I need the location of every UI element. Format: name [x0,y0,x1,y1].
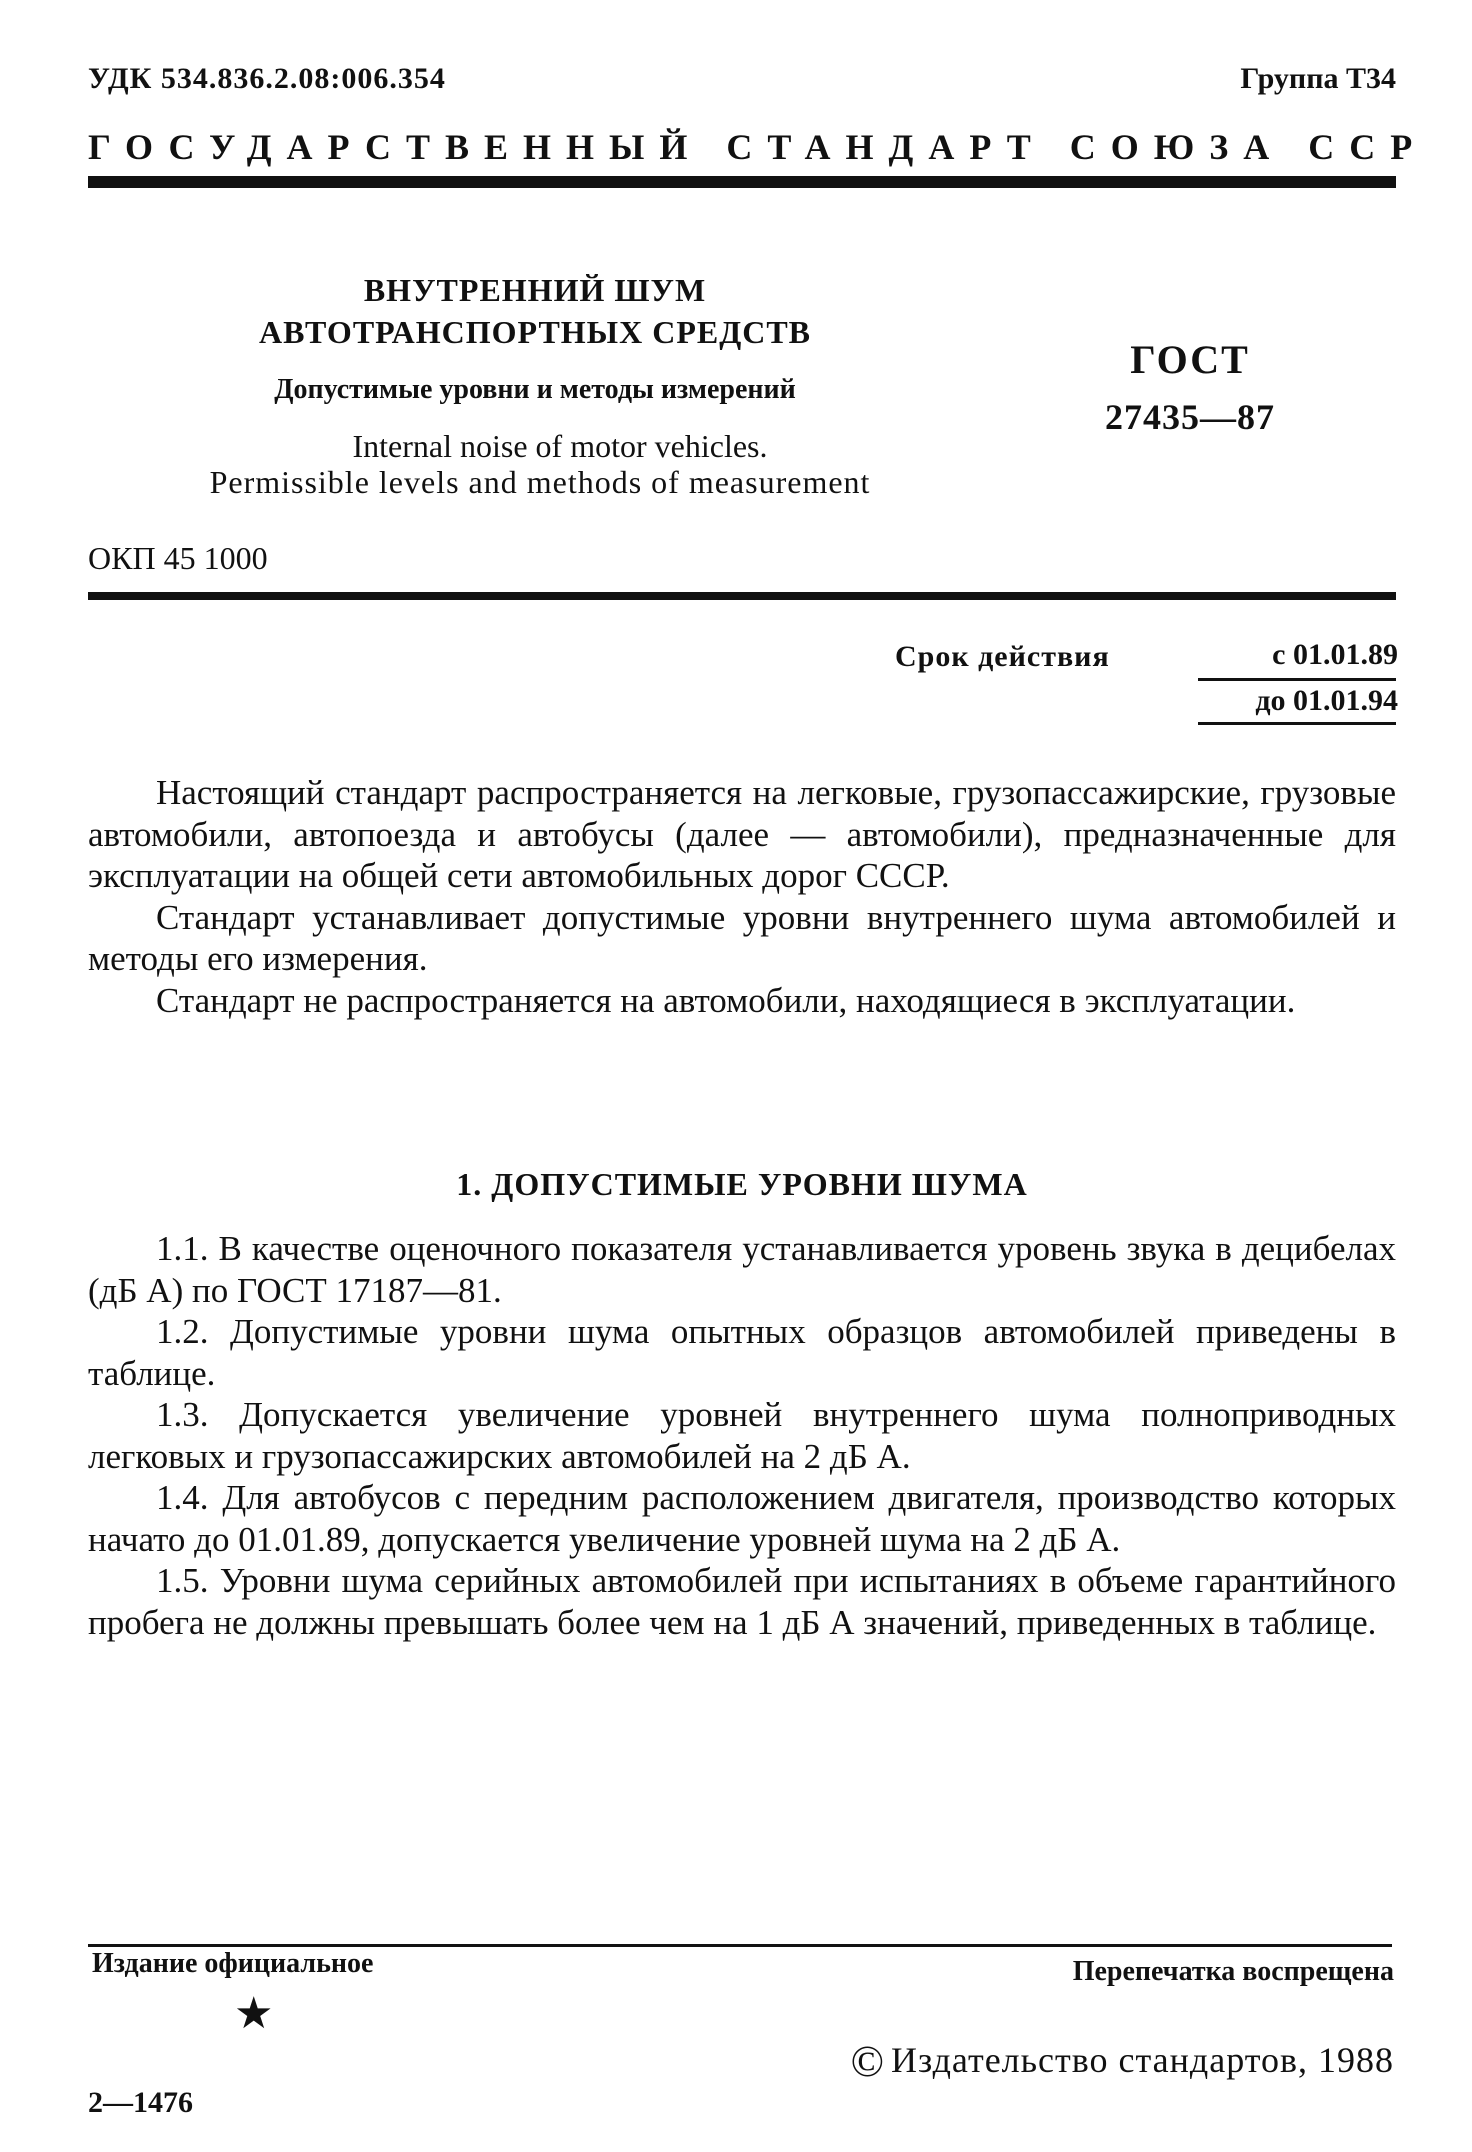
validity-from: с 01.01.89 [1272,638,1398,671]
intro-paragraph-3: Стандарт не распространяется на автомобили, находящиеся в эксплуатации. [156,980,1296,1020]
validity-label: Срок действия [895,640,1110,673]
intro-text [88,772,1396,1021]
subtitle: Допустимые уровни и методы измерений [274,374,796,405]
clause-1-3: 1.3. Допускается увеличение уровней внутреннего шума полноприводных легковых и грузопассажирских автомобилей на 2 дБ А. [88,1395,1396,1476]
section-1-title: 1. ДОПУСТИМЫЕ УРОВНИ ШУМА [456,1166,1028,1202]
state-standard-heading: ГОСУДАРСТВЕННЫЙ СТАНДАРТ СОЮЗА ССР [88,127,1428,167]
english-title-line-2: Permissible levels and methods of measurement [209,464,871,500]
title-block-rule [88,592,1396,600]
title-line-1: ВНУТРЕННИЙ ШУМ [363,272,707,308]
gost-number: 27435—87 [1105,397,1275,437]
clause-1-4: 1.4. Для автобусов с передним расположением двигателя, производство которых начато до 01.01.89, допускается увеличение уровней шума на 2 дБ А. [88,1478,1396,1559]
validity-rule-2 [1198,722,1396,725]
intro-paragraph-2: Стандарт устанавливает допустимые уровни внутреннего шума автомобилей и методы его измерения. [88,897,1396,978]
intro-paragraph-1: Настоящий стандарт распространяется на легковые, грузопассажирские, грузовые автомобили, автопоезда и автобусы (далее — автомобили), предназначенные для эксплуатации на общей сети автомобильных дорог СССР. [88,773,1396,895]
udk-code: УДК 534.836.2.08:006.354 [88,62,446,95]
page-code: 2—1476 [88,2086,193,2119]
clause-1-1: 1.1. В качестве оценочного показателя устанавливается уровень звука в децибелах (дБ А) по ГОСТ 17187—81. [88,1229,1396,1310]
header-rule [88,176,1396,188]
gost-label: ГОСТ [1130,337,1250,382]
clause-1-2: 1.2. Допустимые уровни шума опытных образцов автомобилей приведены в таблице. [88,1312,1396,1393]
footer-rule [88,1944,1392,1947]
section-1-text [88,1228,1396,1643]
validity-to: до 01.01.94 [1255,684,1398,717]
copyright [851,2036,1394,2087]
validity-rule-1 [1198,678,1396,681]
star-icon: ★ [234,1989,274,2038]
group-code: Группа Т34 [1240,62,1396,95]
reprint-notice: Перепечатка воспрещена [1072,1956,1394,1987]
english-title-line-1: Internal noise of motor vehicles. [352,428,768,464]
okp-code: ОКП 45 1000 [88,540,268,576]
official-edition: Издание официальное [92,1948,374,1979]
title-line-2: АВТОТРАНСПОРТНЫХ СРЕДСТВ [258,314,812,350]
copyright-icon: © [850,2037,886,2086]
copyright-text: Издательство стандартов, 1988 [891,2040,1394,2080]
clause-1-5: 1.5. Уровни шума серийных автомобилей при испытаниях в объеме гарантийного пробега не должны превышать более чем на 1 дБ А значений, приведенных в таблице. [88,1561,1396,1642]
